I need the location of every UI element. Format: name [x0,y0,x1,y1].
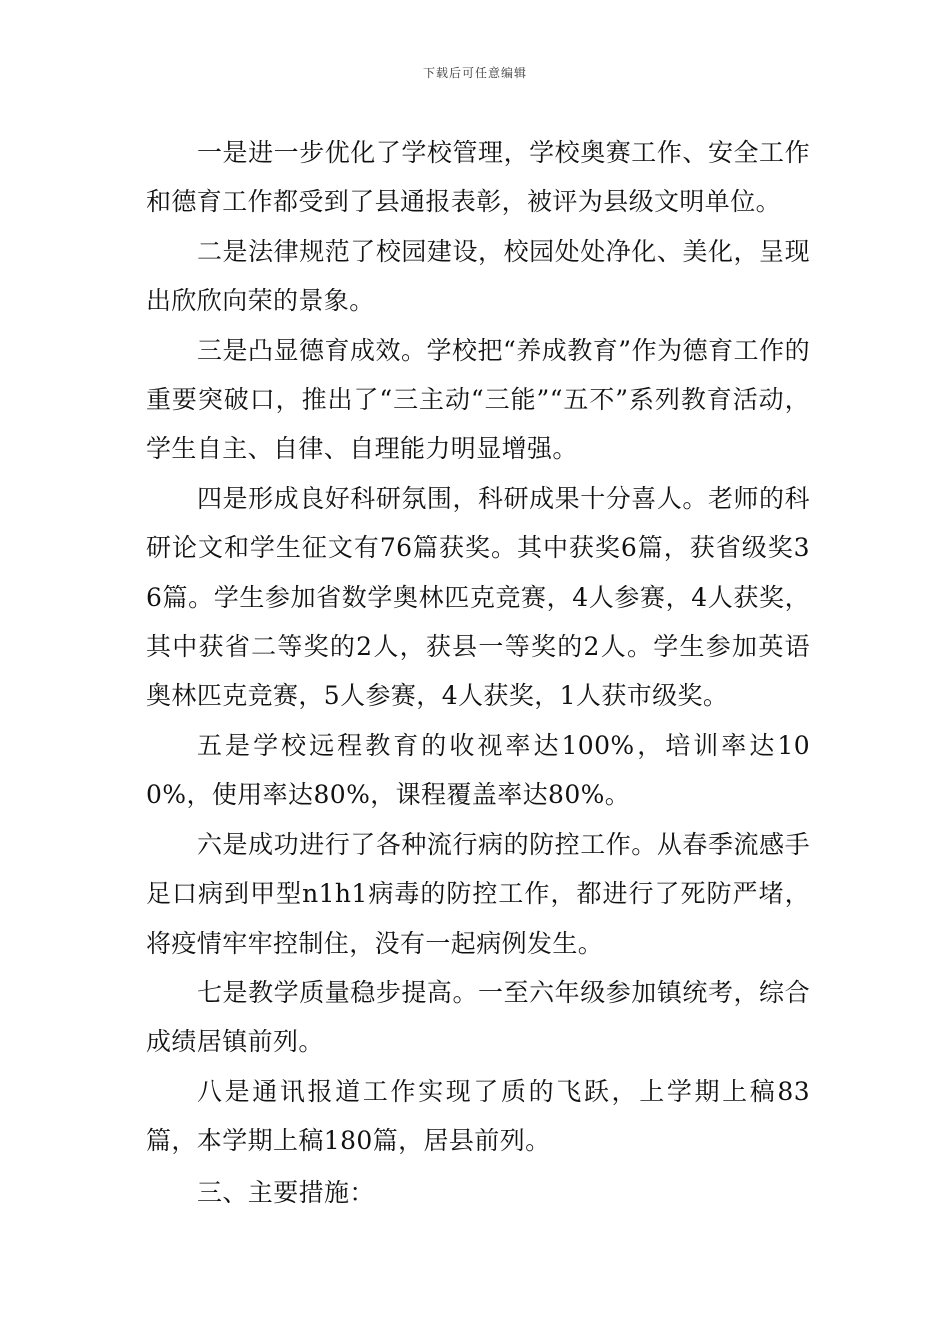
paragraph-7: 七是教学质量稳步提高。一至六年级参加镇统考，综合成绩居镇前列。 [146,977,810,1057]
paragraph-4: 四是形成良好科研氛围，科研成果十分喜人。老师的科研论文和学生征文有76篇获奖。其中获奖6篇，获省级奖36篇。学生参加省数学奥林匹克竞赛，4人参赛，4人获奖，其中获省二等奖的2人，获县一等奖的2人。学生参加英语奥林匹克竞赛，5人参赛，4人获奖，1人获市级奖。 [146,483,810,711]
paragraph-2: 二是法律规范了校园建设，校园处处净化、美化，呈现出欣欣向荣的景象。 [146,236,810,316]
paragraph-3: 三是凸显德育成效。学校把“养成教育”作为德育工作的重要突破口，推出了“三主动“三能”“五不”系列教育活动，学生自主、自律、自理能力明显增强。 [146,335,810,464]
paragraph-1: 一是进一步优化了学校管理，学校奥赛工作、安全工作和德育工作都受到了县通报表彰，被评为县级文明单位。 [146,138,810,217]
paragraph-5: 五是学校远程教育的收视率达100%，培训率达100%，使用率达80%，课程覆盖率达80%。 [146,730,810,810]
section-heading: 三、主要措施： [197,1177,375,1207]
paragraph-8: 八是通讯报道工作实现了质的飞跃，上学期上稿83篇，本学期上稿180篇，居县前列。 [146,1076,810,1156]
page-header: 下载后可任意编辑 [422,66,527,80]
paragraph-6: 六是成功进行了各种流行病的防控工作。从春季流感手足口病到甲型n1h1病毒的防控工作，都进行了死防严堵，将疫情牢牢控制住，没有一起病例发生。 [146,829,810,958]
document-body [146,128,810,1217]
